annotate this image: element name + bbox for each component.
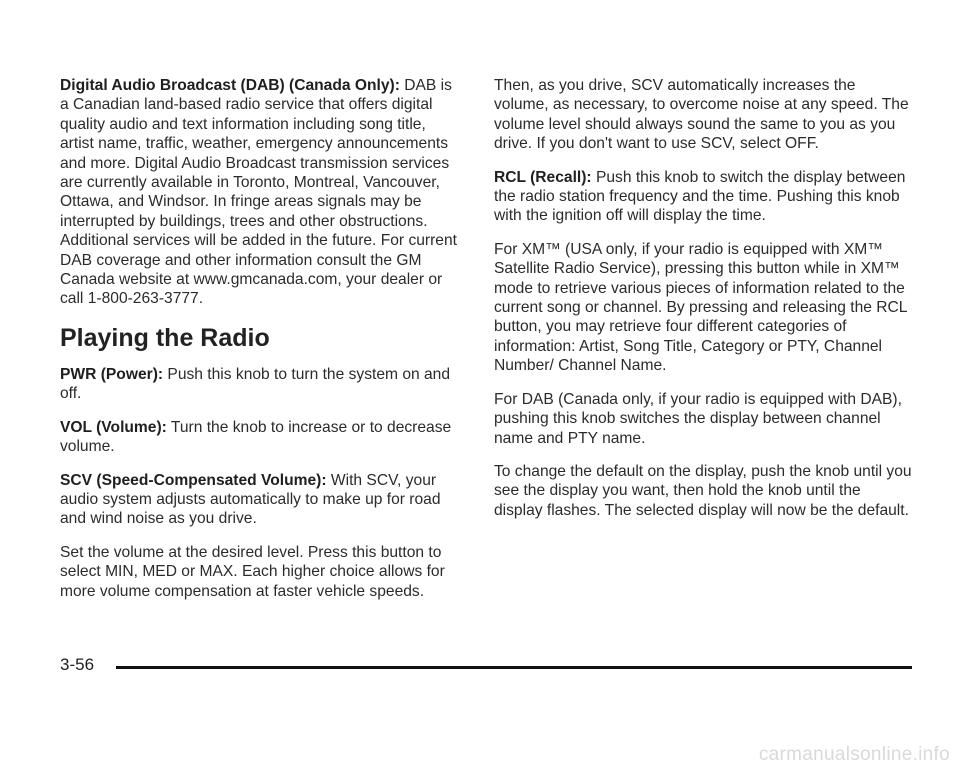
watermark: carmanualsonline.info [758, 744, 950, 765]
vol-text: Turn the knob to increase or to decrease volume. [60, 418, 452, 456]
dab-term: Digital Audio Broadcast (DAB) (Canada Only): [60, 77, 400, 94]
xm-paragraph: For XM™ (USA only, if your radio is equipped with XM™ Satellite Radio Service), pressing this button while in XM™ mode to retrieve various pieces of information related to the current song or channel. By pressing and releasing the RCL button, you may retrieve four different categories of information: Artist, Song Title, Category or PTY, Channel Number/ Channel Name. [494, 240, 907, 375]
scv-paragraph [60, 471, 460, 529]
right-column [494, 76, 912, 534]
scv-text: With SCV, your audio system adjusts automatically to make up for road and wind noise as you drive. [60, 471, 441, 528]
rcl-term: RCL (Recall): [494, 168, 592, 186]
scv-continued-paragraph: Then, as you drive, SCV automatically increases the volume, as necessary, to overcome noise at any speed. The volume level should always sound the same to you as you drive. If you don't want to use SCV, select OFF. [494, 77, 909, 153]
dab-paragraph [60, 76, 460, 309]
pwr-text: Push this knob to turn the system on and off. [60, 365, 451, 403]
dab-text: DAB is a Canadian land-based radio service that offers digital quality audio and text information including song title, artist name, traffic, weather, emergency announcements and more. Digital Audio Broadcast transmission services are currently available in Toronto, Montreal, Vancouver, Ottawa, and Windsor. In fringe areas signals may be interrupted by buildings, trees and other obstructions. Additional services will be added in the future. For current DAB coverage and other information consult the GM Canada website at www.gmcanada.com, your dealer or call 1-800-263-3777. [60, 77, 457, 308]
vol-term: VOL (Volume): [60, 418, 167, 436]
pwr-paragraph [60, 365, 460, 404]
default-display-paragraph: To change the default on the display, push the knob until you see the display you want, then hold the knob until the display flashes. The selected display will now be the default. [494, 462, 912, 519]
pwr-term: PWR (Power): [60, 365, 164, 383]
section-heading: Playing the Radio [60, 323, 270, 352]
vol-paragraph [60, 418, 460, 457]
rcl-paragraph [494, 168, 912, 226]
scv-term: SCV (Speed-Compensated Volume): [60, 471, 327, 489]
page-number: 3-56 [60, 655, 95, 674]
set-volume-paragraph: Set the volume at the desired level. Press this button to select MIN, MED or MAX. Each higher choice allows for more volume compensation at faster vehicle speeds. [60, 543, 445, 600]
dab-mode-paragraph: For DAB (Canada only, if your radio is equipped with DAB), pushing this knob switches the display between channel name and PTY name. [494, 390, 902, 447]
rcl-text: Push this knob to switch the display between the radio station frequency and the time. Pushing this knob with the ignition off will display the time. [494, 168, 906, 225]
left-column [60, 76, 460, 615]
footer-rule [116, 666, 912, 669]
